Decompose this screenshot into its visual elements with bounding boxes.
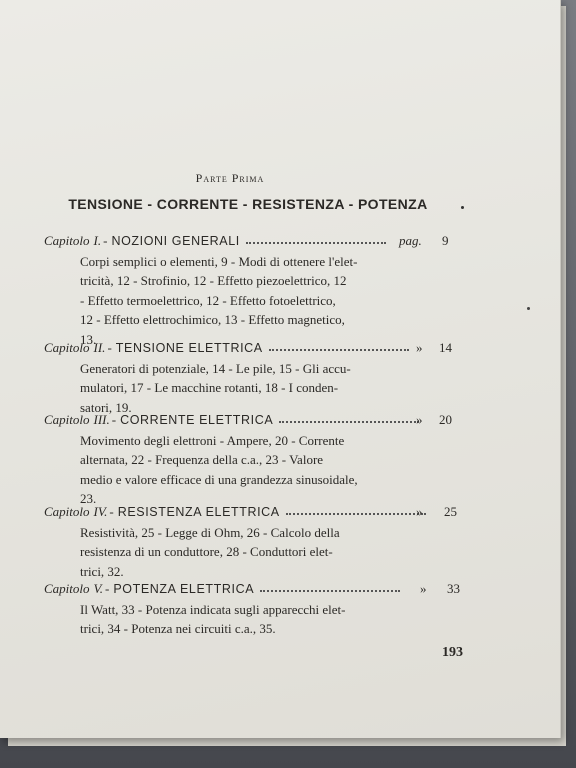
chapter-label: Capitolo xyxy=(44,504,90,519)
toc-heading xyxy=(44,502,514,523)
chapter-page: 9 xyxy=(442,233,449,248)
chapter-contents xyxy=(80,252,426,350)
chapter-contents xyxy=(80,431,426,509)
page-number: 193 xyxy=(442,645,463,660)
chapter-number: III. xyxy=(93,412,110,427)
chapter-title: CORRENTE ELETTRICA xyxy=(120,413,274,427)
toc-heading xyxy=(44,231,514,252)
chapter-label: Capitolo xyxy=(44,581,90,596)
contents-line: Resistività, 25 - Legge di Ohm, 26 - Calcolo della xyxy=(80,524,340,540)
toc-heading xyxy=(44,410,514,431)
toc-entry-chapter-3 xyxy=(44,410,514,509)
separator: - xyxy=(107,340,112,355)
ditto-mark: » xyxy=(416,340,423,355)
ink-speck xyxy=(527,307,530,310)
chapter-number: I. xyxy=(93,233,102,248)
contents-line: satori, 19. xyxy=(80,399,132,415)
contents-line: - Effetto termoelettrico, 12 - Effetto fotoelettrico, xyxy=(80,292,336,308)
chapter-contents xyxy=(80,523,426,582)
toc-heading xyxy=(44,338,514,359)
chapter-page: 33 xyxy=(447,581,460,596)
contents-line: 13. xyxy=(80,331,97,347)
separator: - xyxy=(105,581,110,596)
ditto-mark: » xyxy=(416,504,423,519)
contents-line: Corpi semplici o elementi, 9 - Modi di ottenere l'elet- xyxy=(80,253,358,269)
contents-line: Movimento degli elettroni - Ampere, 20 - Corrente xyxy=(80,432,345,448)
chapter-label: Capitolo xyxy=(44,233,90,248)
separator: - xyxy=(111,412,117,427)
page-abbreviation: pag. xyxy=(399,233,422,248)
chapter-contents xyxy=(80,600,426,639)
toc-entry-chapter-1 xyxy=(44,231,514,349)
contents-line: Il Watt, 33 - Potenza indicata sugli apparecchi elet- xyxy=(80,601,346,617)
chapter-number: II. xyxy=(93,340,106,355)
chapter-title: NOZIONI GENERALI xyxy=(111,234,240,248)
chapter-number: IV. xyxy=(93,504,108,519)
dot-leader xyxy=(260,578,400,592)
contents-line: trici, 32. xyxy=(80,563,124,579)
contents-line: mulatori, 17 - Le macchine rotanti, 18 - I conden- xyxy=(80,380,339,395)
chapter-title: POTENZA ELETTRICA xyxy=(113,582,255,596)
dot-leader xyxy=(286,501,426,515)
dot-leader xyxy=(279,409,419,423)
section-title: TENSIONE - CORRENTE - RESISTENZA - POTENZA xyxy=(68,196,428,212)
separator: - xyxy=(103,233,108,248)
chapter-page: 14 xyxy=(439,340,452,355)
contents-line: alternata, 22 - Frequenza della c.a., 23 - Valore xyxy=(80,452,324,467)
dot-leader xyxy=(246,230,386,244)
separator: - xyxy=(109,504,114,519)
chapter-title: TENSIONE ELETTRICA xyxy=(115,341,263,355)
contents-line: resistenza di un conduttore, 28 - Conduttori elet- xyxy=(80,544,333,559)
dot-leader xyxy=(269,337,409,351)
ink-speck xyxy=(461,206,464,209)
chapter-title: RESISTENZA ELETTRICA xyxy=(117,505,280,519)
toc-entry-chapter-4 xyxy=(44,502,514,581)
toc-entry-chapter-2 xyxy=(44,338,514,417)
contents-line: tricità, 12 - Strofinio, 12 - Effetto piezoelettrico, 12 xyxy=(80,273,347,288)
toc-entry-chapter-5 xyxy=(44,579,514,639)
contents-line: medio e valore efficace di una grandezza sinusoidale, xyxy=(80,471,358,487)
contents-line: trici, 34 - Potenza nei circuiti c.a., 35. xyxy=(80,621,276,636)
contents-line: 23. xyxy=(80,491,97,506)
contents-line: 12 - Effetto elettrochimico, 13 - Effetto magnetico, xyxy=(80,312,345,327)
ditto-mark: » xyxy=(416,412,423,427)
chapter-number: V. xyxy=(93,581,104,596)
chapter-label: Capitolo xyxy=(44,340,90,355)
chapter-page: 20 xyxy=(439,412,452,427)
toc-heading xyxy=(44,579,514,600)
chapter-page: 25 xyxy=(444,504,457,519)
contents-line: Generatori di potenziale, 14 - Le pile, 15 - Gli accu- xyxy=(80,360,351,376)
part-label: Parte Prima xyxy=(195,171,265,185)
chapter-label: Capitolo xyxy=(44,412,90,427)
ditto-mark: » xyxy=(420,581,427,596)
